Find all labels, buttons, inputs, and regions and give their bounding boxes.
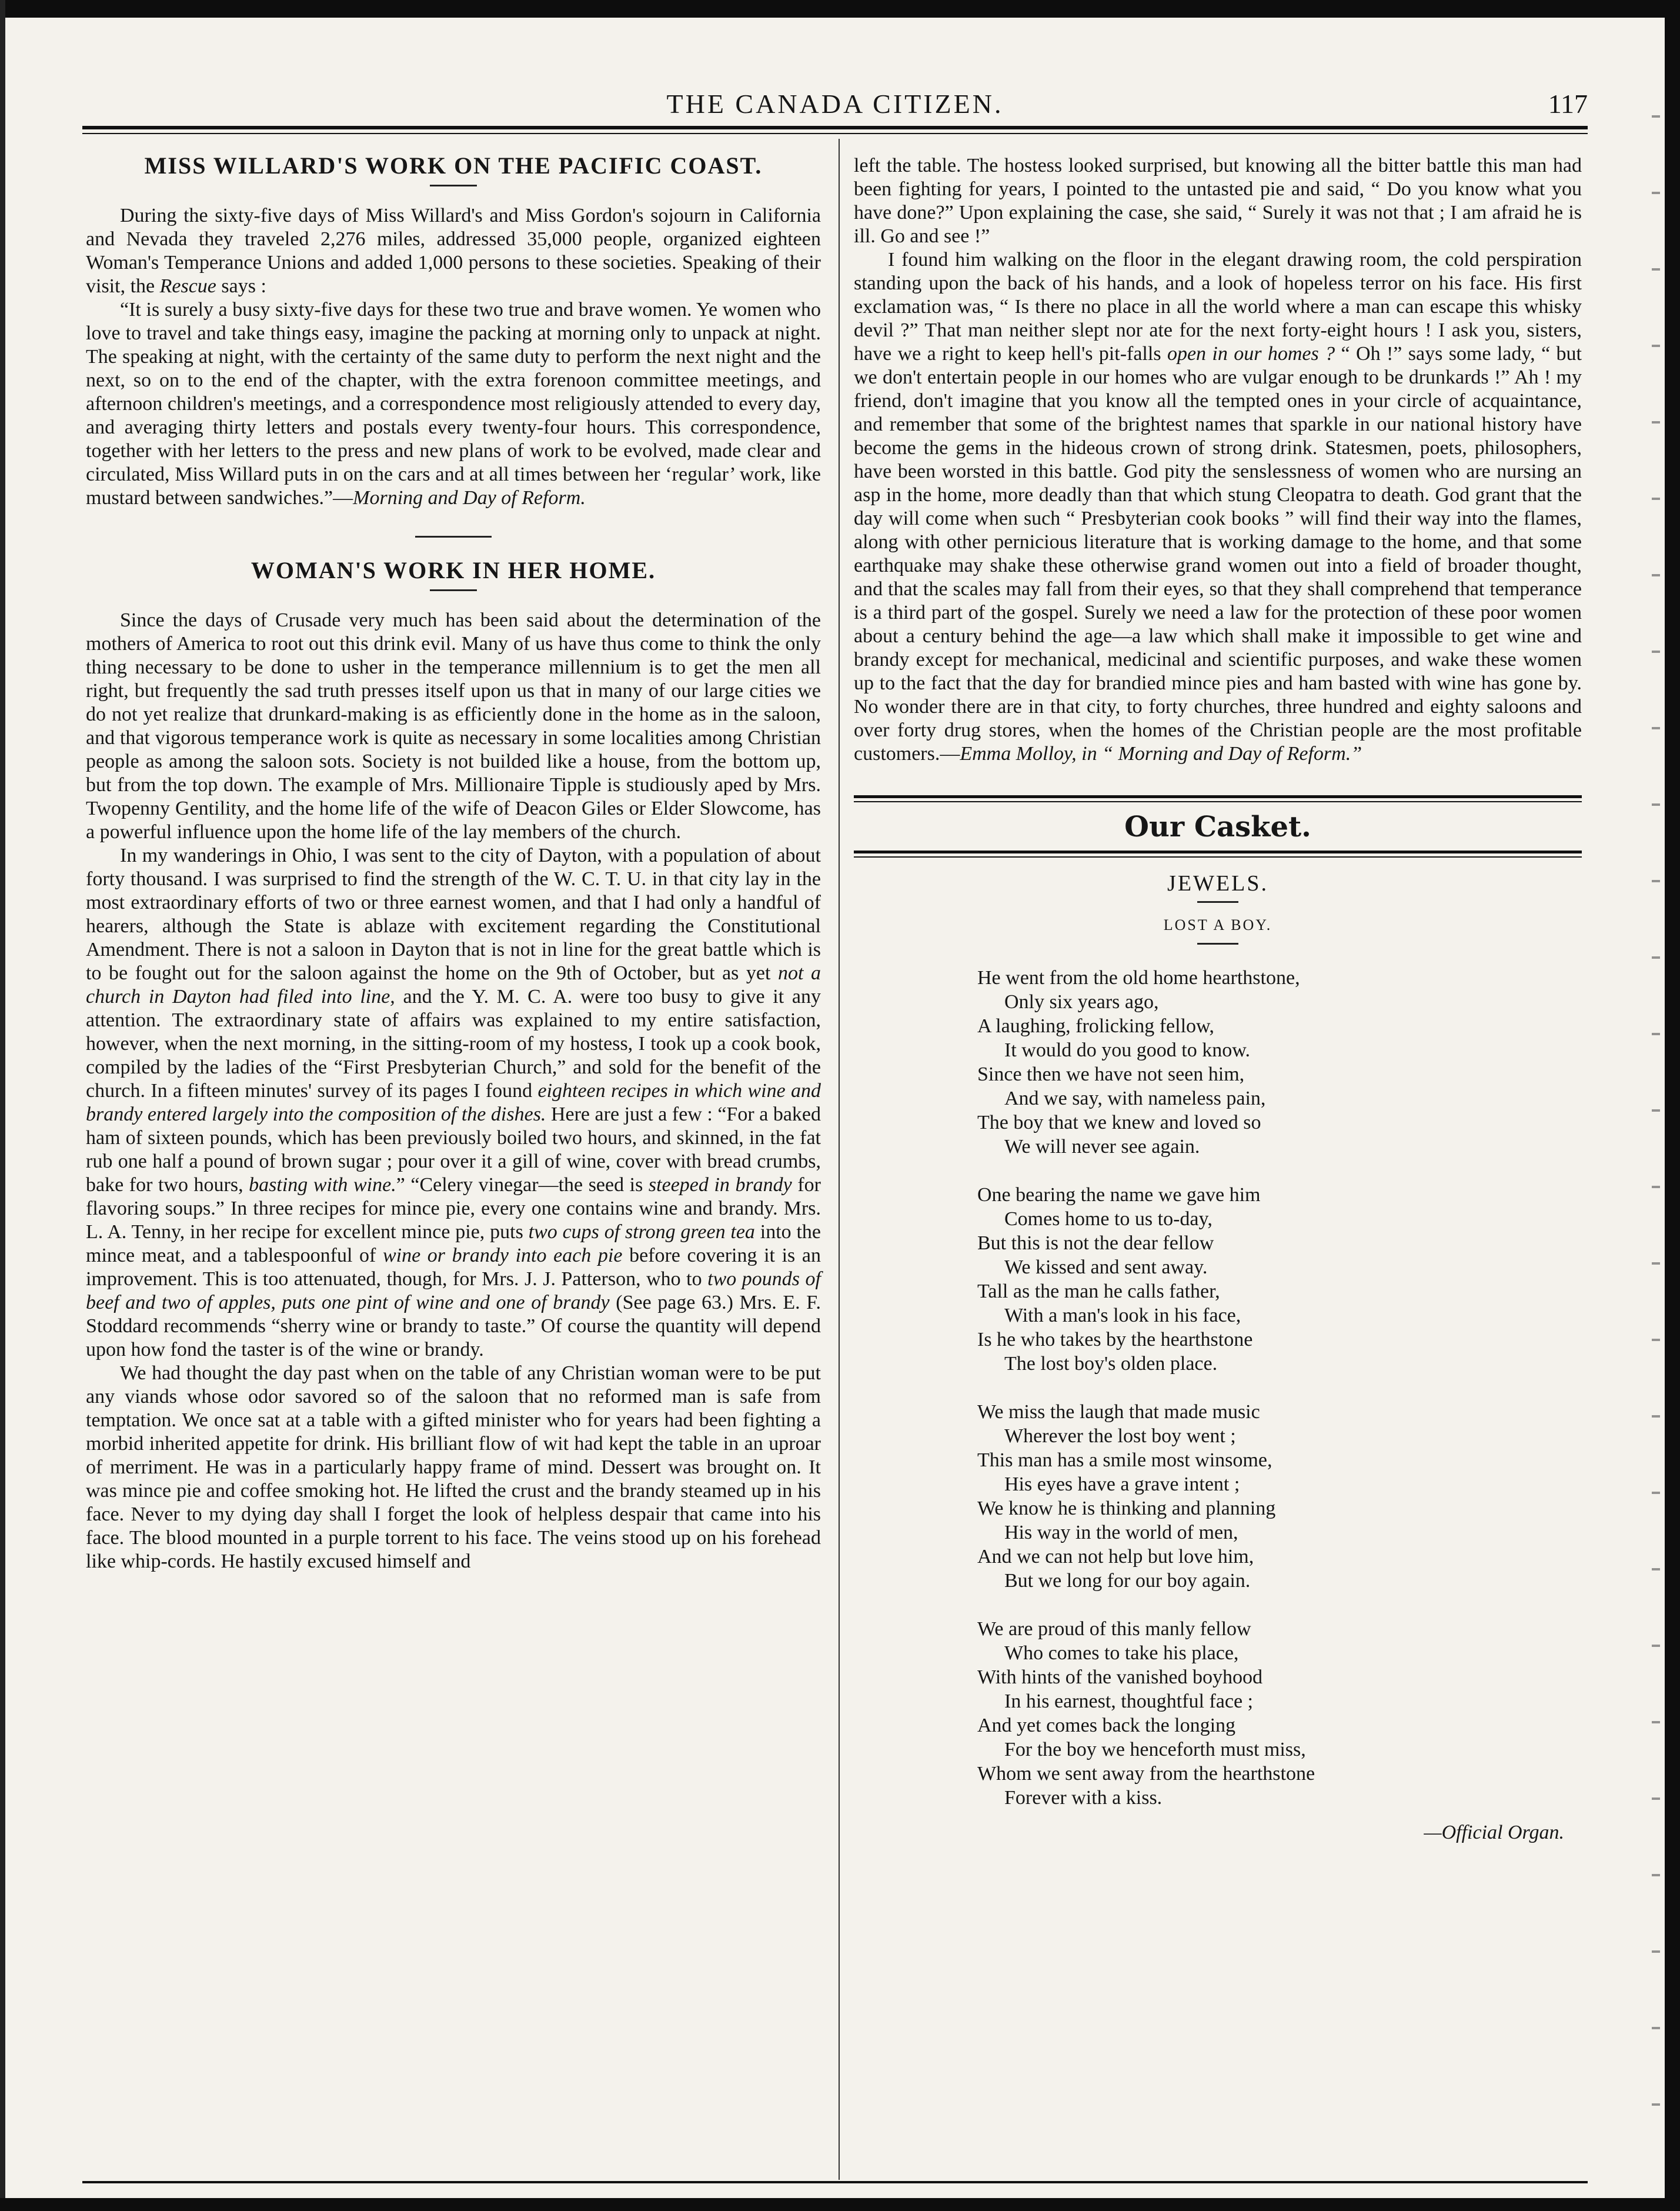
scan-edge-bottom xyxy=(0,2198,1680,2211)
poem-line: Only six years ago, xyxy=(1004,991,1159,1013)
poem-line: The boy that we knew and loved so xyxy=(977,1112,1261,1133)
poem-line: Forever with a kiss. xyxy=(1004,1787,1163,1809)
poem-stanza xyxy=(977,1617,1582,1810)
poem-line: With hints of the vanished boyhood xyxy=(977,1666,1262,1688)
section-rule xyxy=(854,795,1582,798)
poem-line: Since then we have not seen him, xyxy=(977,1063,1245,1085)
article-home-paragraph-5: I found him walking on the floor in the elegant drawing room, the cold perspiration standing upon the back of his hands, and a look of hopeless terror on his face. His first exclamation was, “ Is there no place in all the world where a man can escape this whisky devil ?” That man neither slept nor ate for the next forty-eight hours ! I ask you, sisters, have we a right to keep hell's pit-falls open in our homes ? “ Oh !” says some lady, “ but we don't entertain people in our homes who are vulgar enough to be drunkards !” Ah ! my friend, don't imagine that you know all the tempted ones in your circle of acquaintance, and remember that some of the brightest names that sparkle in our national history have become the gems in the hideous crown of strong drink. Statesmen, poets, philosophers, have been worsted in this battle. God pity the senslessness of women who are nursing an asp in the home, more deadly than that which stung Cleopatra to death. God grant that the day will come when such “ Presbyterian cook books ” will find their way into the flames, along with other pernicious literature that is working damage to the home, and that some earthquake may shake these otherwise grand women out into a field of broader thought, and that the scales may fall from their eyes, so that they shall comprehend that temperance is a third part of the gospel. Surely we need a law for the protection of these poor women about a century behind the age—a law which shall make it impossible to get wine and brandy except for mechanical, medicinal and scientific purposes, and wake these women up to the fact that the day for brandied mince pies and ham basted with wine has gone by. No wonder there are in that city, to forty churches, three hundred and eighty saloons and over forty drug stores, when the homes of the Christian people are the most profitable customers.—Emma Molloy, in “ Morning and Day of Reform.” xyxy=(854,249,1582,765)
poem-line: His way in the world of men, xyxy=(1004,1522,1238,1543)
poem-line: And we say, with nameless pain, xyxy=(1004,1088,1266,1109)
poem-line: This man has a smile most winsome, xyxy=(977,1449,1272,1471)
publication-title: THE CANADA CITIZEN. xyxy=(666,89,1004,119)
poem-line: We kissed and sent away. xyxy=(1004,1256,1208,1278)
poem-line: But this is not the dear fellow xyxy=(977,1232,1214,1254)
poem-line: We are proud of this manly fellow xyxy=(977,1618,1251,1640)
page-header xyxy=(82,88,1588,125)
footer-rule xyxy=(82,2181,1588,2183)
article-home-paragraph-4: left the table. The hostess looked surprised, but knowing all the bitter battle this man had been fighting for years, I pointed to the untasted pie and said, “ Do you know what you have done?” Upon explaining the case, she said, “ Surely it was not that ; I am afraid he is ill. Go and see !” xyxy=(854,155,1582,247)
header-rule-thick xyxy=(82,126,1588,129)
poem-line: We miss the laugh that made music xyxy=(977,1401,1260,1423)
casket-section-title: Our Casket. xyxy=(1124,811,1311,843)
poem-line: Comes home to us to-day, xyxy=(1004,1208,1213,1230)
poem-line: But we long for our boy again. xyxy=(1004,1570,1251,1592)
poem-line: Tall as the man he calls father, xyxy=(977,1280,1220,1302)
column-divider xyxy=(839,139,840,2180)
poem-line: A laughing, frolicking fellow, xyxy=(977,1015,1214,1037)
poem-line: He went from the old home hearthstone, xyxy=(977,967,1300,989)
poem-stanza xyxy=(977,966,1582,1159)
article-home-title: WOMAN'S WORK IN HER HOME. xyxy=(251,557,656,583)
left-column xyxy=(86,154,821,1573)
poem-line: We know he is thinking and planning xyxy=(977,1498,1276,1519)
poem-line: We will never see again. xyxy=(1004,1136,1200,1158)
page-number: 117 xyxy=(1548,89,1588,119)
poem-line: And we can not help but love him, xyxy=(977,1546,1254,1568)
poem-line: One bearing the name we gave him xyxy=(977,1184,1261,1206)
poem-line: For the boy we henceforth must miss, xyxy=(1004,1739,1306,1760)
binding-margin-marks xyxy=(1652,88,1660,2170)
poem-line: The lost boy's olden place. xyxy=(1004,1353,1218,1375)
scan-edge-right xyxy=(1665,0,1680,2211)
article-home-paragraph-2: In my wanderings in Ohio, I was sent to the city of Dayton, with a population of about forty thousand. I was surprised to find the strength of the W. C. T. U. in that city lay in the most extraordinary efforts of two or three earnest women, and that I had only a handful of hearers, although the State is ablaze with excitement regarding the Constitutional Amendment. There is not a saloon in Dayton that is not in line for the great battle which is to be fought out for the saloon against the home on the 9th of October, but as yet not a church in Dayton had filed into line, and the Y. M. C. A. were too busy to give it any attention. The extraordinary state of affairs was explained to my entire satisfaction, however, when the next morning, in the sitting-room of my hostess, I took up a cook book, compiled by the ladies of the “First Presbyterian Church,” and sold for the benefit of the church. In a fifteen minutes' survey of its pages I found eighteen recipes in which wine and brandy entered largely into the composition of the dishes. Here are just a few : “For a baked ham of sixteen pounds, which has been previously boiled two hours, and skinned, in the fat rub one half a pound of brown sugar ; pour over it a gill of wine, cover with bread crumbs, bake for two hours, basting with wine.” “Celery vinegar—the seed is steeped in brandy for flavoring soups.” In three recipes for mince pie, every one contains wine and brandy. Mrs. L. A. Tenny, in her recipe for excellent mince pie, puts two cups of strong green tea into the mince meat, and a tablespoonful of wine or brandy into each pie before covering it is an improvement. This is too attenuated, though, for Mrs. J. J. Patterson, who to two pounds of beef and two of apples, puts one pint of wine and one of brandy (See page 63.) Mrs. E. F. Stoddard recommends “sherry wine or brandy to taste.” Of course the quantity will depend upon how fond the taster is of the wine or brandy. xyxy=(86,845,821,1360)
poem-stanza xyxy=(977,1183,1582,1376)
section-rule xyxy=(854,856,1582,858)
poem-title: LOST A BOY. xyxy=(1163,916,1272,933)
title-rule xyxy=(430,185,477,186)
article-home-paragraph-3: We had thought the day past when on the table of any Christian woman were to be put any viands whose odor savored so of the saloon that no reformed man is safe from temptation. We once sat at a table with a gifted minister who for years had been fighting a morbid inherited appetite for drink. His brilliant flow of wit had kept the table in an uproar of merriment. He was in a particularly happy frame of mind. Dessert was brought on. It was mince pie and coffee smoking hot. He lifted the crust and the brandy steamed up in his face. Never to my dying day shall I forget the look of helpless despair that came into his face. The blood mounted in a purple torrent to his face. The veins stood up on his forehead like whip-cords. He hastily excused himself and xyxy=(86,1362,821,1572)
section-rule xyxy=(854,851,1582,853)
casket-section xyxy=(854,795,1582,1845)
title-rule xyxy=(430,589,477,591)
article-willard-quote: “It is surely a busy sixty-five days for these two true and brave women. Ye women who love to travel and take things easy, imagine the packing at morning only to unpack at night. The speaking at night, with the certainty of the same duty to perform the next night and the next, so on to the end of the chapter, with the extra forenoon committee meetings, and afternoon children's meetings, and a correspondence most religiously attended to every day, and averaging thirty letters and postals every twenty-four hours. This correspondence, together with her letters to the press and new plans of work to be evolved, made clear and circulated, Miss Willard puts in on the cars and at all times between her ‘regular’ work, like mustard between sandwiches.”—Morning and Day of Reform. xyxy=(86,299,821,509)
poem-attribution: —Official Organ. xyxy=(1424,1822,1564,1843)
right-column xyxy=(854,154,1582,1845)
article-separator xyxy=(415,536,492,538)
title-rule xyxy=(1197,901,1238,903)
poem xyxy=(977,966,1582,1810)
poem-line: Is he who takes by the hearthstone xyxy=(977,1329,1253,1350)
poem-stanza xyxy=(977,1400,1582,1593)
title-rule xyxy=(1197,943,1238,945)
poem-line: Wherever the lost boy went ; xyxy=(1004,1425,1236,1447)
scan-edge-left xyxy=(0,0,5,2211)
poem-line: In his earnest, thoughtful face ; xyxy=(1004,1690,1253,1712)
header-rule-thin xyxy=(82,133,1588,134)
poem-line: And yet comes back the longing xyxy=(977,1715,1236,1736)
section-rule xyxy=(854,801,1582,802)
scan-edge-top xyxy=(0,0,1680,18)
jewels-subheading: JEWELS. xyxy=(1167,871,1268,896)
poem-line: Who comes to take his place, xyxy=(1004,1642,1239,1664)
poem-line: His eyes have a grave intent ; xyxy=(1004,1473,1240,1495)
article-willard-title: MISS WILLARD'S WORK ON THE PACIFIC COAST. xyxy=(144,152,763,179)
poem-line: Whom we sent away from the hearthstone xyxy=(977,1763,1315,1785)
article-home-paragraph-1: Since the days of Crusade very much has been said about the determination of the mothers of America to root out this drink evil. Many of us have thus come to think the only thing necessary to be done to usher in the temperance millennium is to get the men all right, but frequently the sad truth presses itself upon us that in many of our large cities we do not yet realize that drunkard-making is as efficiently done in the home as in the saloon, and that vigorous temperance work is quite as necessary in some localities among Christian people as among the saloon sots. Society is not builded like a house, from the bottom up, but from the top down. The example of Mrs. Millionaire Tipple is studiously aped by Mrs. Twopenny Gentility, and the home life of the wife of Deacon Giles or Elder Slowcome, has a powerful influence upon the home life of the lay members of the church. xyxy=(86,609,821,843)
poem-line: With a man's look in his face, xyxy=(1004,1305,1241,1326)
poem-line: It would do you good to know. xyxy=(1004,1039,1251,1061)
article-willard-paragraph: During the sixty-five days of Miss Willard's and Miss Gordon's sojourn in California and Nevada they traveled 2,276 miles, addressed 35,000 people, organized eighteen Woman's Temperance Unions and added 1,000 persons to these societies. Speaking of their visit, the Rescue says : xyxy=(86,205,821,297)
